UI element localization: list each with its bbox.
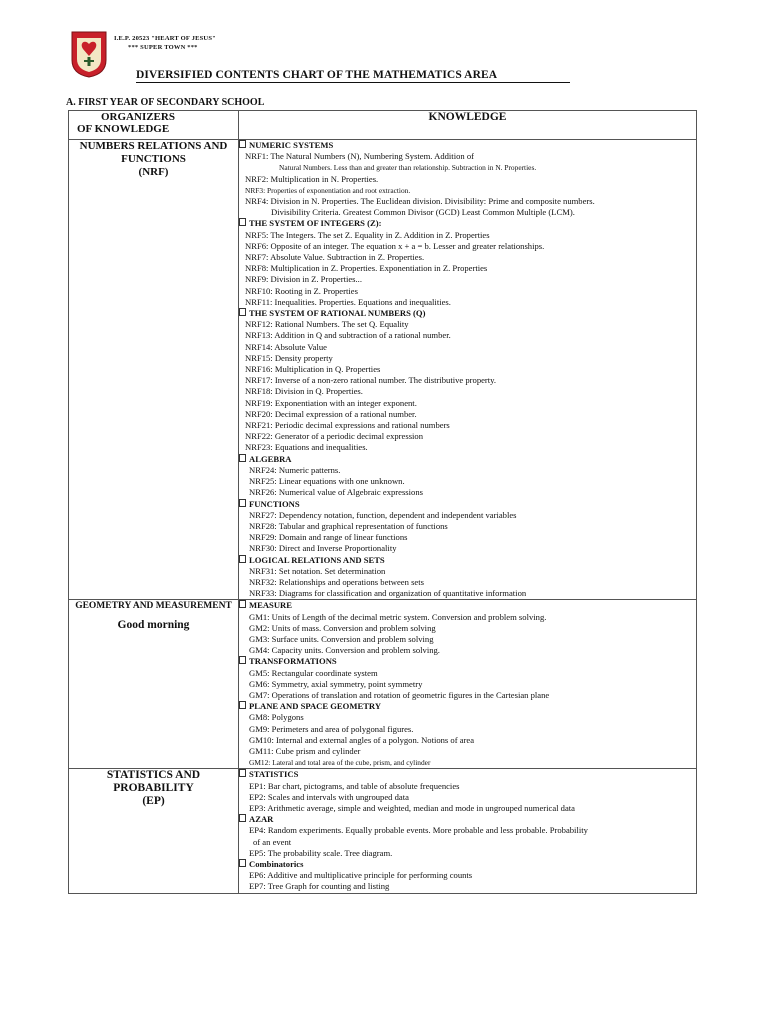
list-item: NRF28: Tabular and graphical representation of functions: [249, 520, 448, 531]
list-item: NRF6: Opposite of an integer. The equation x + a = b. Lesser and greater relationships.: [245, 240, 545, 251]
checkbox-icon: [239, 499, 246, 507]
category-heading: Combinatorics: [239, 859, 696, 870]
category-heading: PLANE AND SPACE GEOMETRY: [239, 701, 696, 712]
category-heading: TRANSFORMATIONS: [239, 656, 696, 667]
list-item: NRF20: Decimal expression of a rational number.: [245, 408, 417, 419]
list-item: NRF30: Direct and Inverse Proportionality: [249, 543, 397, 554]
list-item: EP1: Bar chart, pictograms, and table of absolute frequencies: [249, 780, 460, 791]
category-heading: STATISTICS: [239, 769, 696, 780]
school-name-block: [114, 34, 216, 52]
school-crest-logo: [70, 30, 108, 78]
knowledge-cell-gm: [239, 600, 697, 769]
organizers-header-line2: OF KNOWLEDGE: [77, 123, 170, 135]
organizer-label-nrf: NUMBERS RELATIONS AND FUNCTIONS: [79, 140, 228, 165]
list-item: of an event: [253, 836, 292, 847]
checkbox-icon: [239, 555, 246, 563]
list-item: GM2: Units of mass. Conversion and problem solving: [249, 622, 436, 633]
list-item: Natural Numbers. Less than and greater than relationship. Subtraction in N. Properties.: [279, 163, 537, 173]
list-item: NRF29: Domain and range of linear functions: [249, 532, 408, 543]
knowledge-cell-nrf: [239, 140, 697, 600]
table-row: [69, 600, 697, 769]
organizer-code-nrf: (NRF): [138, 166, 169, 178]
checkbox-icon: [239, 308, 246, 316]
list-item: NRF3: Properties of exponentiation and root extraction.: [245, 185, 411, 195]
list-item: NRF11: Inequalities. Properties. Equations and inequalities.: [245, 296, 451, 307]
list-item: NRF32: Relationships and operations between sets: [249, 576, 424, 587]
list-item: NRF31: Set notation. Set determination: [249, 565, 386, 576]
checkbox-icon: [239, 218, 246, 226]
checkbox-icon: [239, 814, 246, 822]
category-heading: THE SYSTEM OF INTEGERS (Z):: [239, 218, 696, 229]
list-item: GM10: Internal and external angles of a polygon. Notions of area: [249, 734, 475, 745]
list-item: GM12: Lateral and total area of the cube, prism, and cylinder: [249, 758, 431, 768]
checkbox-icon: [239, 769, 246, 777]
list-item: Divisibility Criteria. Greatest Common Divisor (GCD) Least Common Multiple (LCM).: [271, 207, 575, 218]
school-town: *** SUPER TOWN ***: [128, 44, 198, 51]
list-item: EP5: The probability scale. Tree diagram.: [249, 847, 393, 858]
list-item: NRF21: Periodic decimal expressions and rational numbers: [245, 420, 450, 431]
list-item: GM5: Rectangular coordinate system: [249, 667, 378, 678]
list-item: NRF13: Addition in Q and subtraction of a rational number.: [245, 330, 451, 341]
list-item: NRF8: Multiplication in Z. Properties. Exponentiation in Z. Properties: [245, 263, 488, 274]
category-heading: MEASURE: [239, 600, 696, 611]
list-item: NRF19: Exponentiation with an integer exponent.: [245, 397, 417, 408]
list-item: NRF23: Equations and inequalities.: [245, 442, 368, 453]
list-item: GM9: Perimeters and area of polygonal figures.: [249, 723, 414, 734]
school-name: I.E.P. 20523 "HEART OF JESUS": [114, 35, 216, 42]
organizer-label-ep-line2: PROBABILITY: [113, 782, 194, 795]
list-item: NRF24: Numeric patterns.: [249, 464, 341, 475]
list-item: NRF5: The Integers. The set Z. Equality in Z. Addition in Z. Properties: [245, 229, 490, 240]
list-item: GM7: Operations of translation and rotation of geometric figures in the Cartesian plane: [249, 689, 550, 700]
organizers-header-line1: ORGANIZERS: [101, 111, 175, 123]
organizer-label-gm: GEOMETRY AND MEASUREMENT: [75, 601, 232, 612]
table-row: [69, 140, 697, 600]
category-heading: AZAR: [239, 814, 696, 825]
list-item: EP7: Tree Graph for counting and listing: [249, 881, 390, 892]
list-item: NRF26: Numerical value of Algebraic expressions: [249, 487, 423, 498]
list-item: GM3: Surface units. Conversion and problem solving: [249, 633, 434, 644]
category-heading: NUMERIC SYSTEMS: [239, 140, 696, 151]
checkbox-icon: [239, 656, 246, 664]
list-item: NRF18: Division in Q. Properties.: [245, 386, 363, 397]
list-item: NRF17: Inverse of a non-zero rational number. The distributive property.: [245, 375, 497, 386]
organizer-code-ep: (EP): [142, 795, 165, 808]
list-item: NRF2: Multiplication in N. Properties.: [245, 173, 379, 184]
checkbox-icon: [239, 600, 246, 608]
organizer-label-ep-line1: STATISTICS AND: [106, 769, 201, 782]
list-item: GM1: Units of Length of the decimal metric system. Conversion and problem solving.: [249, 611, 547, 622]
list-item: NRF27: Dependency notation, function, dependent and independent variables: [249, 509, 517, 520]
organizer-cell-nrf: [69, 140, 239, 600]
list-item: NRF1: The Natural Numbers (N), Numbering System. Addition of: [245, 151, 474, 162]
section-title: A. FIRST YEAR OF SECONDARY SCHOOL: [66, 97, 265, 108]
category-heading: ALGEBRA: [239, 454, 696, 465]
list-item: NRF12: Rational Numbers. The set Q. Equality: [245, 319, 409, 330]
contents-chart-table: [68, 110, 697, 894]
knowledge-cell-ep: [239, 769, 697, 893]
organizer-cell-gm: [69, 600, 239, 769]
category-heading: LOGICAL RELATIONS AND SETS: [239, 555, 696, 566]
list-item: GM4: Capacity units. Conversion and problem solving.: [249, 645, 440, 656]
list-item: NRF10: Rooting in Z. Properties: [245, 285, 358, 296]
title-underline: [136, 82, 570, 83]
checkbox-icon: [239, 454, 246, 462]
checkbox-icon: [239, 701, 246, 709]
list-item: NRF33: Diagrams for classification and organization of quantitative information: [249, 588, 527, 599]
list-item: EP4: Random experiments. Equally probable events. More probable and less probable. Probability: [249, 825, 588, 836]
checkbox-icon: [239, 140, 246, 148]
table-row: [69, 769, 697, 893]
list-item: EP3: Arithmetic average, simple and weighted, median and mode in ungrouped numerical data: [249, 802, 575, 813]
list-item: GM8: Polygons: [249, 712, 304, 723]
list-item: NRF9: Division in Z. Properties...: [245, 274, 362, 285]
list-item: EP2: Scales and intervals with ungrouped data: [249, 791, 409, 802]
checkbox-icon: [239, 859, 246, 867]
greeting-text: Good morning: [117, 619, 190, 632]
organizers-header: [69, 111, 239, 140]
knowledge-header: KNOWLEDGE: [239, 111, 697, 140]
list-item: NRF14: Absolute Value: [245, 341, 327, 352]
list-item: NRF25: Linear equations with one unknown.: [249, 476, 405, 487]
category-heading: FUNCTIONS: [239, 499, 696, 510]
list-item: GM6: Symmetry, axial symmetry, point symmetry: [249, 678, 423, 689]
list-item: NRF22: Generator of a periodic decimal expression: [245, 431, 424, 442]
organizer-cell-ep: [69, 769, 239, 893]
list-item: NRF7: Absolute Value. Subtraction in Z. Properties.: [245, 252, 425, 263]
list-item: EP6: Additive and multiplicative principle for performing counts: [249, 870, 473, 881]
list-item: GM11: Cube prism and cylinder: [249, 745, 361, 756]
list-item: NRF4: Division in N. Properties. The Euclidean division. Divisibility: Prime and composite numbers.: [245, 196, 595, 207]
table-header-row: [69, 111, 697, 140]
list-item: NRF16: Multiplication in Q. Properties: [245, 364, 381, 375]
document-title: DIVERSIFIED CONTENTS CHART OF THE MATHEMATICS AREA: [136, 69, 498, 81]
list-item: NRF15: Density property: [245, 352, 333, 363]
category-heading: THE SYSTEM OF RATIONAL NUMBERS (Q): [239, 308, 696, 319]
